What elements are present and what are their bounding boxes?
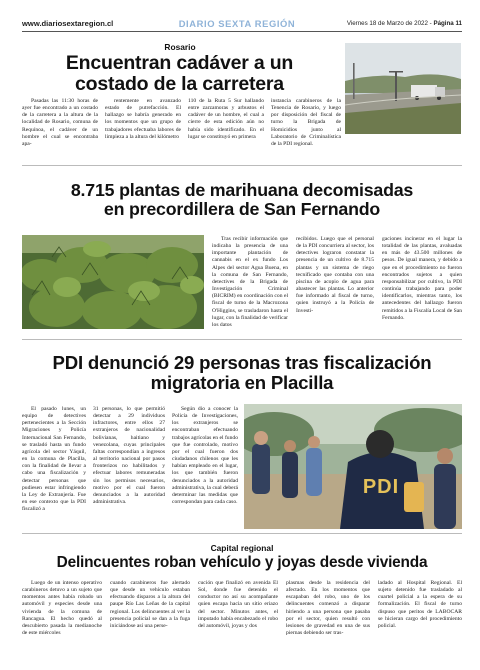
cannabis-plants-photo (22, 235, 204, 329)
story3-headline-line2: migratoria en Placilla (150, 372, 334, 394)
story4-kicker: Capital regional (210, 543, 274, 553)
story1-paragraph: 110 de la Ruta 5 Sur hallando entre zarzamoras y arbustos el cadáver de un hombre, el cual a cierre de esta edición aún no había sido identificado. En el lugar se constituyó en primera (188, 98, 264, 140)
page-header (22, 16, 462, 30)
story-separator (22, 165, 462, 166)
story4-column-2 (110, 580, 190, 630)
pdi-vest-badge: PDI (362, 476, 400, 498)
story2-paragraph: Tras recibir información que indicaba la presencia de una importante plantación de cannabis en el ex fundo Los Alpes del sector Agua Buena, en la comuna de San Fernando, detectives de la Brigada de Investigación Criminal (BICRIM) en coordinación con el fiscal de turno de la Macrozona O'Higgins, se trasladaron hasta el lugar, con la finalidad de verificar los datos (212, 236, 288, 328)
story1-headline-line1: Encuentran cadáver a un (65, 52, 294, 74)
story2-paragraph: recibidos. Luego que el personal de la PDI concurriera al sector, los detectives lograron constatar la presencia de un cultivo de 8.715 plantas y un sistema de riego tecnificado que contaba con una piscina de acopio de agua para abastecer las plantas. Lo anterior fue informado al fiscal de turno, quien instruyó a la Policía de Investi- (296, 236, 374, 314)
highway-scene-photo (345, 43, 461, 134)
story1-headline-line2: costado de la carretera (75, 73, 284, 96)
masthead: DIARIO SEXTA REGIÓN (178, 17, 296, 29)
story2-paragraph: gaciones incinerar en el lugar la totalidad de las plantas, avaluadas en más de 43.500 millones de pesos. De igual manera, y debido a que en el procedimiento no fueron encontrados sujetos a quien responsabilizar por cultivo, la PDI continúa trabajando para poder identificarlos, mientras tanto, los antecedentes del hallazgo fueron remitidos a la Fiscalía Local de San Fernando. (382, 236, 462, 321)
story4-paragraph: cuando carabineros fue alertado que desde un vehículo estaban efectuando disparos a la altura del paupe Río Las Leñas de la capital regional. Los delincuentes al ver la presencia policial se dan a la fuga iniciándose así una perse- (110, 580, 190, 629)
story3-column-1 (22, 406, 86, 513)
story4-paragraph: ladado al Hospital Regional. El sujeto detenido fue trasladado al cuartel policial a la espera de su formalización. El fiscal de turno dispuso que peritos de LABOCAR se hicieran cargo del procedimiento policial. (378, 580, 462, 629)
story1-column-4 (271, 98, 341, 148)
story3-headline (22, 353, 462, 393)
story4-paragraph: Luego de un intenso operativo carabineros detuvo a un sujeto que momentos antes había robado un automóvil y especies desde una vivienda de la comuna de Rancagua. El hecho quedó al descubierto pasada la medianoche de este miércoles (22, 580, 102, 637)
story4-column-3 (198, 580, 278, 630)
story3-paragraph: 31 personas, lo que permitió detectar a 29 individuos infractores, entre ellos 27 extranjeros de nacionalidad bolivianas, haitiano y venezolana, cuyas principales faltas correspondían a ingresos al territorio nacional por pasos fronterizos no habilitados y efectuar labores remuneradas sin los permisos necesarios, motivo por el cual fueron denunciados a la autoridad administrativa. (93, 406, 165, 506)
story1-paragraph: Pasadas las 11:30 horas de ayer fue encontrado a un costado de la carretera a la altura de la localidad de Rosario, comuna de Requínoa, el cadáver de un hombre el cual se encontraba apa- (22, 98, 98, 147)
story2-column-3 (382, 236, 462, 322)
story3-headline-line1: PDI denunció 29 personas tras fiscalización (52, 352, 432, 373)
story3-paragraph: Según dio a conocer la Policía de Investigaciones, los extranjeros se encontraban efectuando trabajos agrícolas en el fundo que fue controlado, motivo por el cual fueron dos ciudadanos chilenos que les habían empleado en el lugar, los que también fueron denunciados a la autoridad administrativa, la cual deberá determinar las medidas que correspondan para cada caso. (172, 406, 238, 506)
story1-paragraph: instancia carabineros de la Tenencia de Rosario, y luego por disposición del fiscal de turno la Brigada de Homicidios junto al Laboratorio de Criminalística de la PDI regional. (271, 98, 341, 147)
issue-date (322, 20, 462, 27)
story3-column-3 (172, 406, 238, 506)
story1-paragraph: rentemente en avanzado estado de putrefacción. El hallazgo se habría generado en los momentos que un grupo de trabajadores efectuaba labores de limpieza a la altura del kilómetro (105, 98, 181, 140)
story3-column-2 (93, 406, 165, 506)
page-number: Página 11 (433, 19, 462, 27)
story2-headline-line1: 8.715 plantas de marihuana decomisadas (70, 180, 414, 200)
story4-paragraph: cución que finalizó en avenida El Sol, donde fue detenido el conductor no así su acompañante quien escapa hacia un sitio eriazo del sector. Minutos antes, el imputado había encabezado el robo del automóvil, joyas y dos (198, 580, 278, 629)
story4-paragraph: plasmas desde la residencia del afectado. En los momentos que escapaban del robo, uno de los delincuentes comenzó a disparar hiriendo a una persona que pasaba por el sector, quien resultó con lesiones de gravedad en una de sus piernas debiendo ser tras- (286, 580, 370, 637)
story4-headline: Delincuentes roban vehículo y joyas desde vivienda (56, 554, 428, 571)
website-url[interactable]: www.diariosextaregion.cl (22, 18, 114, 28)
story1-headline (22, 53, 337, 95)
story1-column-3 (188, 98, 264, 141)
story2-column-1 (212, 236, 288, 329)
pdi-detectives-photo (244, 404, 462, 529)
header-rule (22, 31, 462, 32)
story-separator (22, 533, 462, 534)
story3-paragraph: El pasado lunes, un equipo de detectives pertenecientes a la Sección Migraciones y Policía Internacional San Fernando, se trasladó hasta un fundo agrícola del sector Yáquil, en la comuna de Placilla, con la finalidad de llevar a cabo una fiscalización y detectar personas que pudiesen estar infringiendo la Ley de Extranjería. Fue en ese contexto que la PDI fiscalizó a (22, 406, 86, 513)
story-separator (22, 339, 462, 340)
story2-headline-line2: en precordillera de San Fernando (103, 199, 381, 220)
story4-column-1 (22, 580, 102, 637)
story4-column-4 (286, 580, 370, 637)
story1-kicker: Rosario (164, 42, 196, 52)
date-text: Viernes 18 de Marzo de 2022 - (346, 19, 432, 27)
story1-column-2 (105, 98, 181, 141)
story4-column-5 (378, 580, 462, 630)
story1-column-1 (22, 98, 98, 148)
story2-column-2 (296, 236, 374, 315)
story2-headline (22, 181, 462, 219)
